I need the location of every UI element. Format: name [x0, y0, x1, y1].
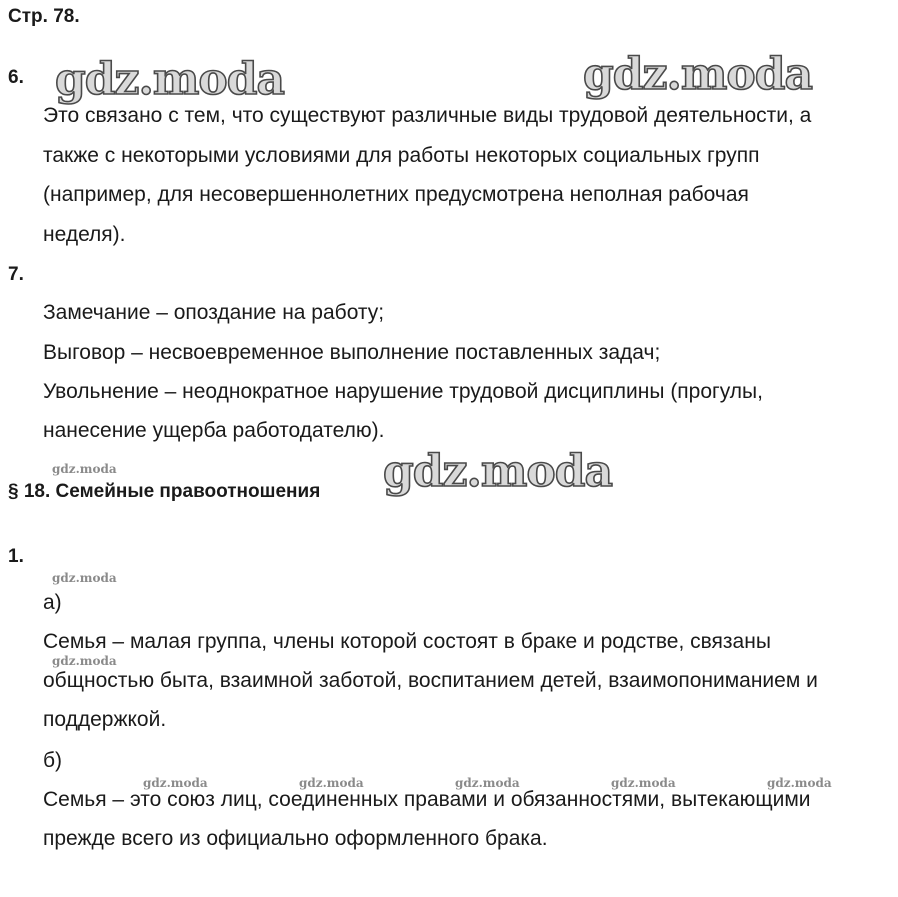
watermark-small: gdz.moda	[767, 776, 832, 790]
task7-line-1: Замечание – опоздание на работу;	[43, 301, 385, 324]
watermark-small: gdz.moda	[52, 571, 117, 585]
task1-b-line-2: прежде всего из официально оформленного брака.	[43, 827, 548, 850]
watermark-small: gdz.moda	[52, 654, 117, 668]
task6-line-2: также с некоторыми условиями для работы некоторых социальных групп	[43, 144, 760, 167]
task1-a-line-2: общностью быта, взаимной заботой, воспитанием детей, взаимопониманием и	[43, 669, 818, 692]
watermark-small: gdz.moda	[611, 776, 676, 790]
watermark-logo: gdz.moda	[583, 49, 813, 100]
watermark-logo: gdz.moda	[55, 54, 285, 105]
task1-b-line-1: Семья – это союз лиц, соединенных правами и обязанностями, вытекающими	[43, 788, 811, 811]
task-number-7: 7.	[8, 264, 24, 285]
task1-a-line-3: поддержкой.	[43, 708, 167, 731]
watermark-small: gdz.moda	[455, 776, 520, 790]
watermark-small: gdz.moda	[52, 462, 117, 476]
task7-line-3: Увольнение – неоднократное нарушение трудовой дисциплины (прогулы,	[43, 380, 763, 403]
task1-a-line-1: Семья – малая группа, члены которой состоят в браке и родстве, связаны	[43, 630, 771, 653]
watermark-small: gdz.moda	[299, 776, 364, 790]
task6-line-1: Это связано с тем, что существуют различные виды трудовой деятельности, а	[43, 104, 812, 127]
section-title: § 18. Семейные правоотношения	[8, 481, 321, 502]
task6-line-3: (например, для несовершеннолетних предусмотрена неполная рабочая	[43, 183, 749, 206]
task6-line-4: неделя).	[43, 223, 126, 246]
task-number-6: 6.	[8, 67, 24, 88]
task7-line-4: нанесение ущерба работодателю).	[43, 419, 385, 442]
task1-a-label: а)	[43, 591, 62, 614]
task-number-1: 1.	[8, 546, 24, 567]
page-title: Стр. 78.	[8, 6, 80, 27]
watermark-logo: gdz.moda	[383, 446, 613, 497]
watermark-small: gdz.moda	[143, 776, 208, 790]
task1-b-label: б)	[43, 749, 63, 772]
task7-line-2: Выговор – несвоевременное выполнение поставленных задач;	[43, 341, 661, 364]
